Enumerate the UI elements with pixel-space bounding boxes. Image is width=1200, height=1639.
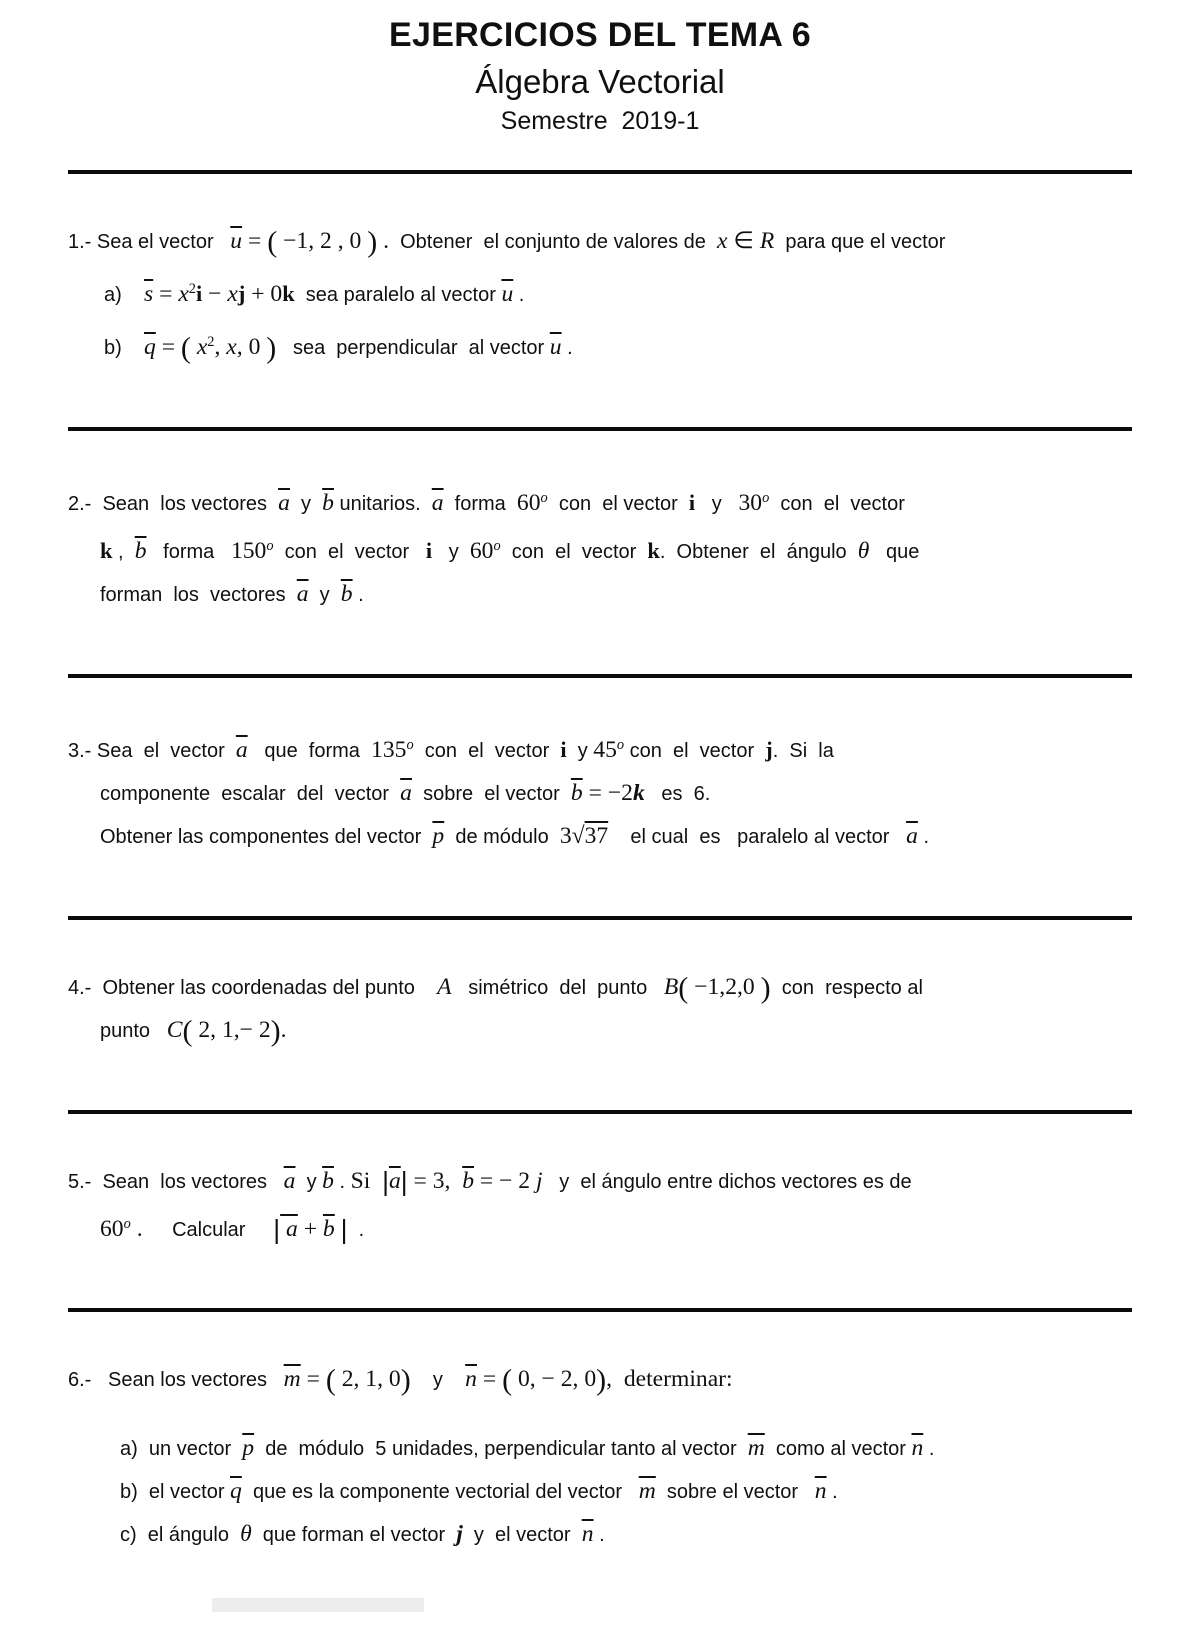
text-segment: y el vector	[462, 1524, 582, 1547]
exercise-line	[68, 1009, 1132, 1052]
text-segment: y	[289, 492, 323, 515]
text-segment: |	[400, 1166, 408, 1197]
text-segment: R	[759, 228, 775, 254]
text-segment: 60	[100, 1215, 124, 1242]
text-segment: $\overline{a}$	[278, 489, 290, 516]
text-segment: .	[561, 336, 573, 359]
page-title: EJERCICIOS DEL TEMA 6	[389, 16, 811, 54]
text-segment: A	[437, 973, 452, 1000]
text-segment: $\overline{m}$	[638, 1478, 656, 1505]
text-segment: $\overline{m}$	[747, 1435, 765, 1462]
text-segment: $\overline{b}$	[340, 580, 353, 607]
exercise-line	[68, 1203, 1132, 1251]
text-segment: (	[267, 225, 278, 259]
text-segment: .	[352, 583, 364, 606]
text-segment: . Si la	[772, 739, 834, 762]
exercise-line	[68, 966, 1132, 1009]
text-segment: .	[826, 1481, 838, 1504]
text-segment: unitarios.	[333, 492, 432, 515]
text-segment: 2	[207, 333, 215, 350]
text-segment: j	[237, 280, 246, 306]
exercise-line	[68, 1358, 1132, 1401]
text-segment: C	[166, 1016, 183, 1043]
text-segment: $\overline{n}$	[911, 1435, 924, 1462]
text-segment: .	[593, 1524, 605, 1547]
text-segment: sea perpendicular al vector	[276, 336, 550, 359]
text-segment: j	[536, 1167, 543, 1194]
exercise-line	[68, 772, 1132, 815]
text-segment: i	[560, 736, 567, 762]
exercise-line	[68, 1427, 1132, 1470]
text-segment: simétrico del punto	[451, 976, 664, 999]
text-segment: sea paralelo al vector	[294, 283, 502, 306]
text-segment: (	[678, 971, 689, 1005]
text-segment: ,	[214, 333, 227, 360]
text-segment: $\overline{a}$	[906, 822, 918, 849]
text-segment: forma	[146, 540, 231, 563]
text-segment: y	[308, 583, 341, 606]
text-segment: o	[493, 537, 501, 554]
text-segment: )	[760, 971, 771, 1005]
page-subtitle: Álgebra Vectorial	[475, 63, 725, 100]
text-segment: = − 2	[474, 1167, 537, 1194]
text-segment: o	[406, 736, 414, 753]
text-segment: $\overline{u}$	[230, 228, 243, 254]
text-segment: = −2	[582, 779, 633, 806]
text-segment: ∈	[727, 228, 760, 254]
text-segment: 2.- Sean los vectores	[68, 492, 279, 515]
exercise-line	[68, 268, 1132, 316]
exercise-4	[68, 920, 1132, 1110]
text-segment: $\overline{n}$	[814, 1478, 827, 1505]
text-segment: x	[178, 280, 189, 307]
text-segment: =	[153, 280, 179, 307]
text-segment: $\overline{b}$	[322, 1215, 335, 1242]
text-segment: $\overline{b}$	[462, 1167, 474, 1194]
text-segment: k	[647, 537, 660, 563]
text-segment: j	[765, 736, 773, 762]
text-segment: b)	[104, 336, 145, 359]
text-segment: $\overline{b}$	[134, 537, 147, 564]
text-segment: $\overline{a}$	[235, 736, 248, 763]
text-segment: 2	[188, 281, 196, 297]
text-segment: +	[297, 1215, 323, 1242]
text-segment: $\overline{b}$	[570, 779, 583, 806]
text-segment: .	[923, 1438, 935, 1461]
text-segment: o	[123, 1215, 131, 1232]
text-segment: 3.- Sea el vector	[68, 739, 236, 762]
text-segment: y el ángulo entre dichos vectores es de	[542, 1170, 912, 1193]
exercise-line	[68, 321, 1132, 369]
text-segment: .	[513, 283, 525, 306]
text-segment: el cual es paralelo al vector	[608, 825, 907, 848]
text-segment: $\overline{p}$	[242, 1435, 255, 1462]
text-segment: |	[340, 1214, 348, 1245]
exercise-1	[68, 174, 1132, 427]
exercise-line	[68, 220, 1132, 263]
text-segment: .	[377, 228, 389, 254]
document-header	[68, 0, 1132, 170]
text-segment: $\overline{q}$	[230, 1478, 242, 1505]
text-segment: √	[571, 822, 585, 849]
text-segment: para que el vector	[774, 231, 946, 253]
text-segment: o	[540, 489, 548, 506]
text-segment: 60	[516, 489, 541, 516]
scan-artifact	[212, 1598, 424, 1612]
text-segment: b) el vector	[120, 1481, 231, 1504]
text-segment: 0, − 2, 0	[512, 1366, 597, 1393]
text-segment: 2, 1, 0	[335, 1366, 401, 1393]
text-segment: c) el ángulo	[120, 1524, 241, 1547]
text-segment: y	[432, 540, 470, 563]
text-segment: que forman el vector	[251, 1524, 457, 1547]
text-segment: Obtener las componentes del vector	[100, 825, 433, 848]
text-segment: con el vector	[273, 540, 426, 563]
text-segment: de módulo 5 unidades, perpendicular tanto al vector	[254, 1438, 748, 1461]
exercise-line	[68, 815, 1132, 858]
text-segment: forman los vectores	[100, 583, 297, 606]
text-segment: )	[367, 225, 378, 259]
text-segment: θ	[857, 537, 870, 564]
text-segment: i	[196, 280, 203, 306]
text-segment: $\overline{m}$	[283, 1366, 301, 1393]
text-segment: ,	[112, 540, 135, 563]
text-segment: |	[382, 1166, 389, 1197]
exercise-2	[68, 431, 1132, 674]
text-segment: con el vector	[547, 492, 689, 515]
text-segment: a) un vector	[120, 1438, 243, 1461]
text-segment: 5.- Sean los vectores	[68, 1170, 284, 1193]
text-segment: $\overline{b}$	[322, 1167, 334, 1194]
text-segment: $\overline{n}$	[581, 1521, 594, 1548]
text-segment: $\overline{a}$	[431, 489, 444, 516]
text-segment: 3	[559, 822, 572, 849]
exercise-line	[68, 573, 1132, 616]
text-segment: . Obtener el ángulo	[659, 540, 858, 563]
text-segment: con el vector	[769, 492, 905, 515]
text-segment: 135	[371, 736, 407, 763]
text-segment: 1.- Sea el vector	[68, 231, 231, 253]
text-segment: que forma	[247, 739, 372, 762]
text-segment: =	[300, 1366, 326, 1393]
text-segment: )	[400, 1364, 411, 1398]
text-segment: −	[202, 280, 228, 307]
text-segment: con el vector	[500, 540, 648, 563]
text-segment: (	[502, 1364, 513, 1398]
exercise-line	[68, 1160, 1132, 1203]
text-segment: $\overline{q}$	[144, 333, 156, 360]
text-segment: )	[270, 1014, 281, 1048]
exercise-line	[68, 724, 1132, 772]
text-segment: k	[632, 779, 645, 806]
text-segment: 2, 1,− 2	[192, 1016, 271, 1043]
text-segment: $\overline{a}$	[400, 779, 412, 806]
text-segment: x	[190, 333, 208, 360]
text-segment: $\overline{b}$	[322, 489, 334, 516]
text-segment: + 0	[245, 280, 283, 307]
text-segment: sobre el vector	[411, 782, 571, 805]
text-segment: sobre el vector	[655, 1481, 815, 1504]
text-segment: con el vector	[624, 739, 766, 762]
text-segment: )	[596, 1364, 607, 1398]
text-segment: θ	[240, 1521, 252, 1548]
text-segment: 60	[469, 537, 494, 564]
text-segment: $\overline{u}$	[501, 280, 514, 307]
text-segment: que es la componente vectorial del vector	[241, 1481, 639, 1504]
text-segment: x	[716, 228, 728, 254]
exercise-line	[68, 477, 1132, 525]
text-segment: o	[266, 537, 274, 554]
text-segment: con respecto al	[770, 976, 923, 999]
text-segment: =	[242, 228, 268, 254]
text-segment: = 3,	[407, 1167, 463, 1194]
text-segment: a)	[104, 283, 145, 306]
text-segment: Calcular	[172, 1218, 274, 1241]
text-segment: y	[566, 739, 594, 762]
text-segment: , 0	[236, 333, 267, 360]
text-segment: 150	[230, 537, 267, 564]
text-segment: $\overline{p}$	[432, 822, 445, 849]
text-segment: i	[425, 537, 433, 563]
text-segment: .	[280, 1016, 287, 1043]
exercise-list	[68, 170, 1132, 1614]
text-segment: punto	[100, 1019, 167, 1042]
text-segment: .	[917, 825, 930, 848]
text-segment: )	[266, 331, 277, 365]
text-segment: $\overline{a}$	[283, 1167, 296, 1194]
text-segment: .	[333, 1170, 351, 1193]
exercise-line	[68, 525, 1132, 573]
text-segment: $\overline{a}$	[388, 1167, 401, 1194]
text-segment: 4.- Obtener las coordenadas del punto	[68, 976, 438, 999]
text-segment: con el vector	[413, 739, 561, 762]
text-segment: (	[180, 331, 191, 365]
text-segment: 30	[738, 489, 763, 516]
text-segment: Si	[350, 1167, 383, 1194]
text-segment: $\overline{s}$	[144, 280, 154, 307]
text-segment: B	[663, 973, 679, 1000]
text-segment: o	[762, 489, 770, 506]
text-segment: j	[456, 1521, 463, 1548]
text-segment: forma	[443, 492, 517, 515]
text-segment: −1,2,0	[688, 973, 761, 1000]
text-segment: 37	[584, 822, 609, 849]
text-segment: 6.- Sean los vectores	[68, 1369, 284, 1392]
text-segment: y	[410, 1369, 466, 1392]
text-segment: y	[295, 1170, 323, 1193]
text-segment: =	[476, 1366, 503, 1393]
text-segment: Obtener el conjunto de valores de	[389, 231, 717, 253]
exercise-line	[68, 1470, 1132, 1513]
text-segment: como al vector	[764, 1438, 912, 1461]
text-segment: =	[155, 333, 181, 360]
text-segment: 45	[593, 736, 617, 763]
text-segment: que	[869, 540, 920, 563]
text-segment: $\overline{u}$	[549, 333, 562, 360]
text-segment: |	[273, 1214, 281, 1245]
text-segment: a	[280, 1215, 298, 1242]
text-segment: $\overline{a}$	[296, 580, 309, 607]
text-segment: (	[325, 1364, 336, 1398]
exercise-5	[68, 1114, 1132, 1309]
exercise-3	[68, 678, 1132, 916]
text-segment: −1, 2 , 0	[277, 228, 368, 254]
text-segment: x	[227, 280, 238, 307]
text-segment: x	[226, 333, 237, 360]
text-segment: $\overline{n}$	[465, 1366, 477, 1393]
text-segment: o	[616, 736, 625, 753]
text-segment: de módulo	[444, 825, 560, 848]
text-segment: es 6.	[644, 782, 711, 805]
text-segment: k	[100, 537, 113, 563]
text-segment: componente escalar del vector	[100, 782, 401, 805]
exercise-line	[68, 1513, 1132, 1556]
text-segment: .	[347, 1218, 365, 1241]
text-segment: k	[282, 280, 295, 306]
text-segment: .	[130, 1215, 173, 1242]
text-segment: i	[688, 489, 696, 515]
exercise-6	[68, 1312, 1132, 1614]
semester-label: Semestre 2019-1	[500, 107, 700, 135]
text-segment: y	[695, 492, 739, 515]
text-segment: , determinar:	[606, 1366, 733, 1393]
text-segment: (	[182, 1014, 193, 1048]
